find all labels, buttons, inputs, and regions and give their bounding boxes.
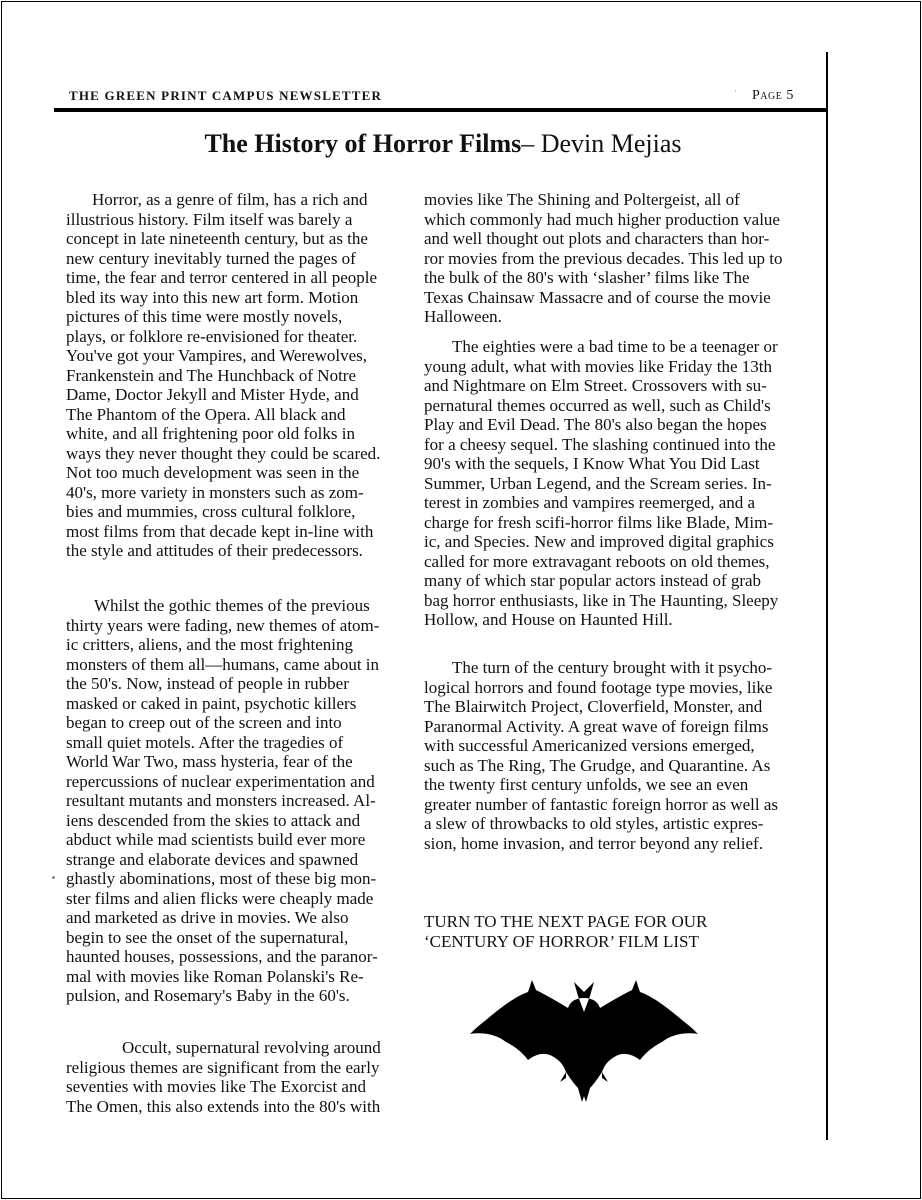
bat-icon [470,968,698,1108]
paragraph-line: new century inevitably turned the pages of [66,248,356,268]
paragraph-line: haunted houses, possessions, and the paranor- [66,947,378,966]
paragraph-line: ster films and alien flicks were cheaply made [66,888,374,908]
paragraph-line: young adult, what with movies like Friday the 13th [424,356,772,376]
paragraph-line: ghastly abominations, most of these big mon- [66,869,377,888]
paragraph-line: Paranormal Activity. A great wave of foreign films [424,716,769,736]
paragraph-line: concept in late nineteenth century, but as the [66,229,368,248]
paragraph-line: Occult, supernatural revolving around [122,1038,381,1057]
paragraph-line: Halloween. [424,307,502,326]
paragraph-6 [424,658,778,853]
paragraph-4 [424,190,783,327]
paragraph-2 [66,596,379,1006]
paragraph-line: Dame, Doctor Jekyll and Mister Hyde, and [66,385,359,404]
paragraph-line: iens descended from the skies to attack and [66,810,361,830]
paragraph-line: bag horror enthusiasts, like in The Haunting, Sleepy [424,590,779,610]
paragraph-line: Texas Chainsaw Massacre and of course the movie [424,287,771,307]
paragraph-line: called for more extravagant reboots on old themes, [424,551,770,571]
paragraph-line: the twenty first century unfolds, we see an even [424,775,749,794]
paragraph-line: masked or caked in paint, psychotic killers [66,693,357,713]
paragraph-line: Hollow, and House on Haunted Hill. [424,610,673,629]
paragraph-line: The turn of the century brought with it psycho- [452,658,773,677]
paragraph-line: white, and all frightening poor old folks in [66,424,355,443]
paragraph-line: ror movies from the previous decades. This led up to [424,248,783,268]
paragraph-line: and well thought out plots and characters than hor- [424,229,770,248]
paragraph-line: movies like The Shining and Poltergeist, all of [424,190,740,209]
paragraph-line: The Omen, this also extends into the 80's with [66,1096,381,1116]
paragraph-line: monsters of them all—humans, came about in [66,654,380,674]
newsletter-name: THE GREEN PRINT CAMPUS NEWSLETTER [69,88,383,103]
callout-line: ‘CENTURY OF HORROR’ FILM LIST [424,932,699,951]
paragraph-line: ic, and Species. New and improved digital graphics [424,532,774,551]
paragraph-line: strange and elaborate devices and spawned [66,849,359,869]
paragraph-line: thirty years were fading, new themes of atom- [66,615,380,635]
article-title-text: The History of Horror Films [204,129,522,158]
paragraph-line: such as The Ring, The Grudge, and Quarantine. As [424,755,771,775]
paragraph-line: pulsion, and Rosemary's Baby in the 60's. [66,986,350,1005]
header-rule [54,108,827,112]
callout-line: TURN TO THE NEXT PAGE FOR OUR [424,912,708,931]
paragraph-line: resultant mutants and monsters increased. Al- [66,791,376,810]
page-number: Page 5 [752,88,794,103]
paragraph-line: abduct while mad scientists build ever more [66,830,366,849]
paragraph-line: illustrious history. Film itself was barely a [66,209,353,229]
paragraph-line: for a cheesy sequel. The slashing continued into the [424,434,776,454]
paragraph-line: began to creep out of the screen and into [66,713,342,732]
right-margin-rule [826,52,828,1140]
paragraph-line: ic critters, aliens, and the most frightening [66,635,354,654]
paragraph-line: religious themes are significant from the early [66,1057,380,1077]
tick-mark: ˈ [734,89,737,98]
paragraph-line: most films from that decade kept in-line with [66,521,374,541]
paragraph-line: pernatural themes occurred as well, such as Child's [424,395,771,415]
paragraph-line: The eighties were a bad time to be a teenager or [452,337,778,356]
paragraph-line: bled its way into this new art form. Motion [66,287,359,307]
paragraph-line: the bulk of the 80's with ‘slasher’ films like The [424,268,750,287]
paragraph-line: terest in zombies and vampires reemerged, and a [424,493,756,512]
paragraph-line: and marketed as drive in movies. We also [66,908,349,927]
paragraph-line: Not too much development was seen in the [66,463,360,482]
paragraph-line: Horror, as a genre of film, has a rich and [92,190,368,209]
paragraph-1 [66,190,380,561]
paragraph-line: begin to see the onset of the supernatural, [66,927,349,947]
next-page-callout [424,912,708,952]
paragraph-line: You've got your Vampires, and Werewolves, [66,346,368,365]
paragraph-line: charge for fresh scifi-horror films like Blade, Mim- [424,512,774,532]
paragraph-line: pictures of this time were mostly novels, [66,307,343,326]
paragraph-line: time, the fear and terror centered in all people [66,268,378,287]
paragraph-line: plays, or folklore re-envisioned for theater. [66,326,358,346]
paragraph-line: The Blairwitch Project, Cloverfield, Monster, and [424,697,763,716]
paragraph-line: 90's with the sequels, I Know What You Did Last [424,454,760,473]
paragraph-line: ways they never thought they could be scared. [66,443,381,463]
paragraph-line: with successful Americanized versions emerged, [424,736,755,755]
paragraph-line: World War Two, mass hysteria, fear of the [66,752,353,771]
paragraph-line: Whilst the gothic themes of the previous [94,596,370,615]
paragraph-line: greater number of fantastic foreign horror as well as [424,794,779,814]
article-byline: – Devin Mejias [521,129,682,158]
paragraph-3 [66,1038,381,1116]
paragraph-line: a slew of throwbacks to old styles, artistic expres- [424,814,764,833]
paragraph-line: seventies with movies like The Exorcist and [66,1077,366,1096]
paragraph-line: Play and Evil Dead. The 80's also began the hopes [424,415,767,434]
paragraph-line: mal with movies like Roman Polanski's Re- [66,966,364,986]
paragraph-line: logical horrors and found footage type movies, like [424,677,773,697]
paragraph-line: Summer, Urban Legend, and the Scream series. In- [424,473,772,493]
article-title [60,129,826,159]
paragraph-line: small quiet motels. After the tragedies of [66,732,344,752]
paragraph-line: 40's, more variety in monsters such as zom- [66,482,364,502]
paragraph-5 [424,337,778,630]
paragraph-line: many of which star popular actors instead of grab [424,571,762,590]
paragraph-line: Frankenstein and The Hunchback of Notre [66,365,357,385]
paragraph-line: and Nightmare on Elm Street. Crossovers with su- [424,376,767,395]
paragraph-line: The Phantom of the Opera. All black and [66,404,346,424]
paragraph-line: sion, home invasion, and terror beyond any relief. [424,833,763,853]
paragraph-line: bies and mummies, cross cultural folklore, [66,502,356,521]
paragraph-line: which commonly had much higher production value [424,209,780,229]
paragraph-line: the style and attitudes of their predecessors. [66,541,363,560]
bat-silhouette [470,980,698,1102]
scan-speck [52,876,55,879]
paragraph-line: repercussions of nuclear experimentation and [66,771,375,791]
paragraph-line: the 50's. Now, instead of people in rubber [66,674,349,693]
